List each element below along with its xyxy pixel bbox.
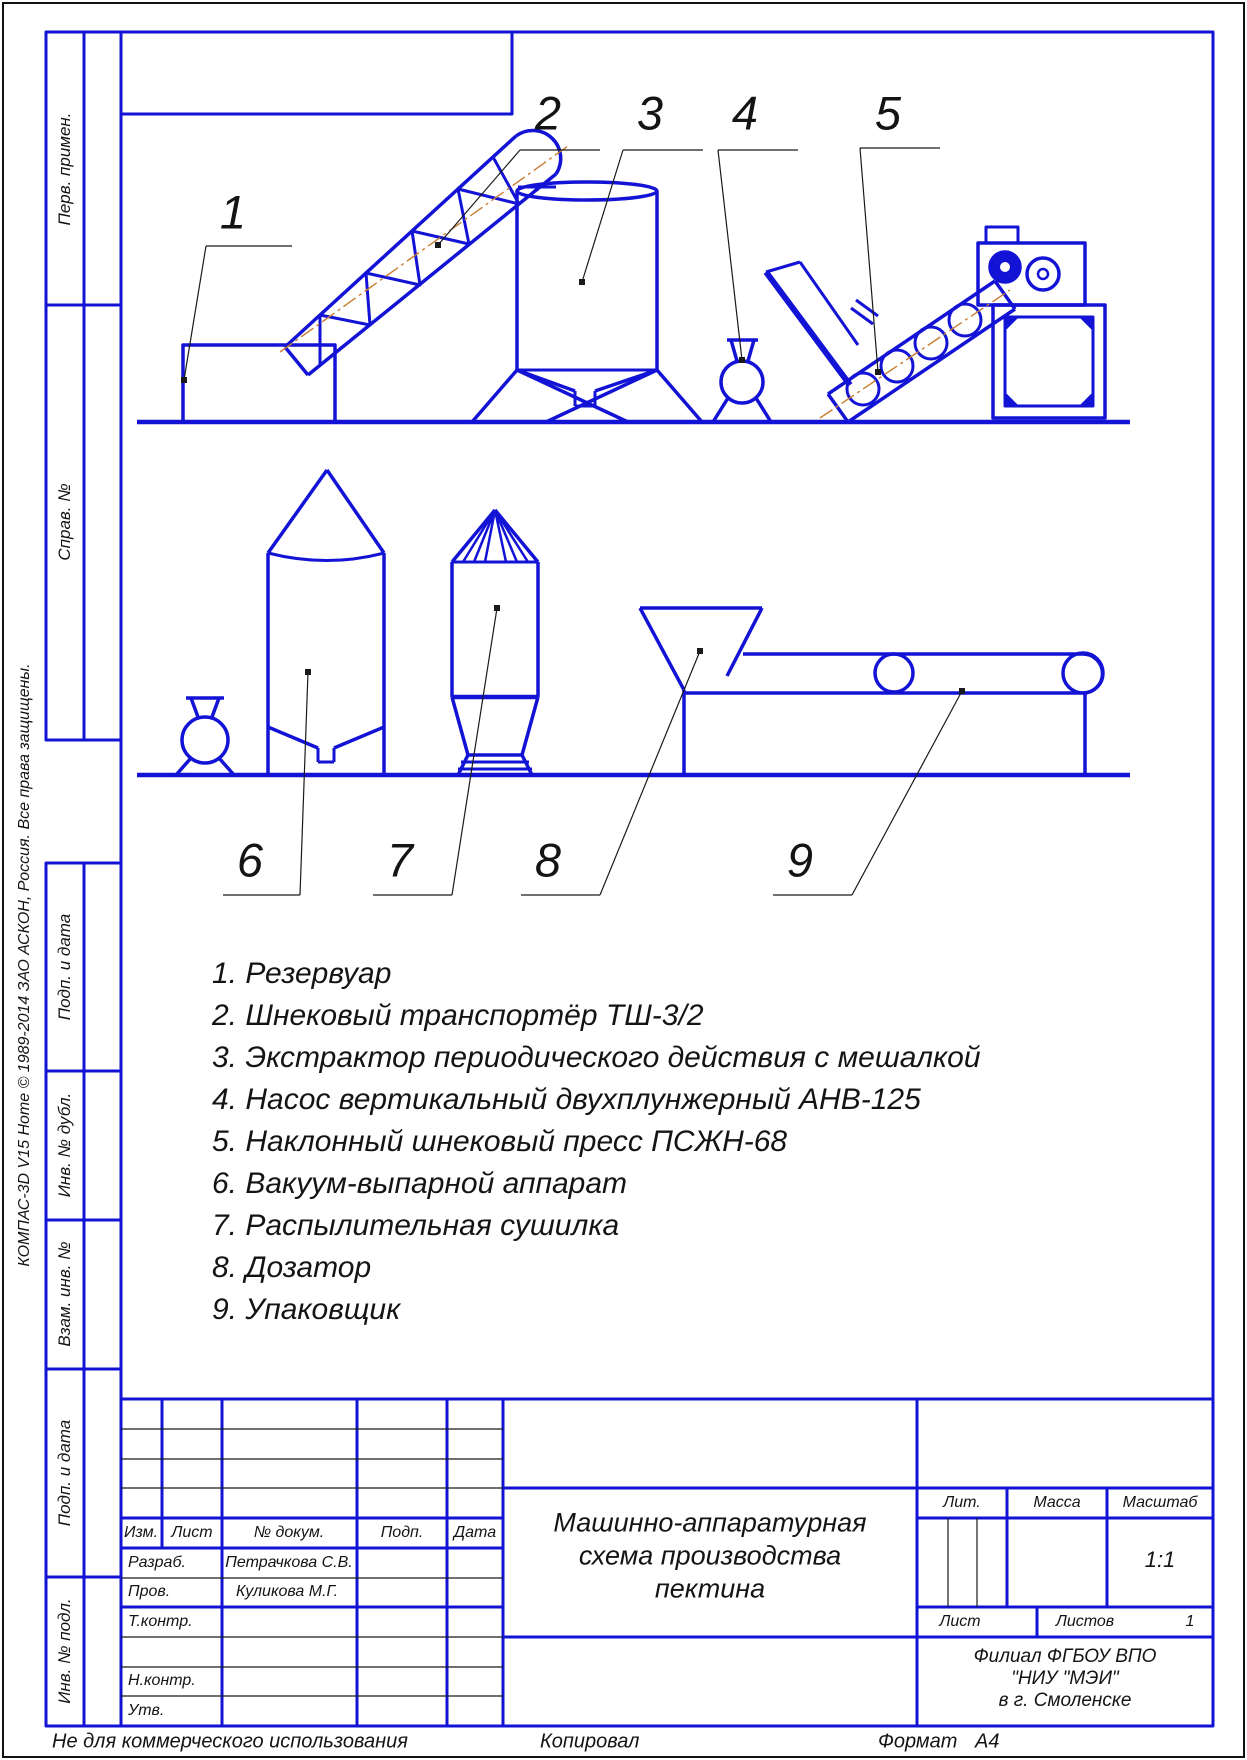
margin-label-podp-data-1: Подп. и дата xyxy=(55,913,74,1021)
callout-label-1: 1 xyxy=(219,185,247,239)
stamp-listov-value: 1 xyxy=(1185,1613,1195,1630)
stamp-lit: Лит. xyxy=(943,1494,981,1511)
stamp-listov-label: Листов xyxy=(1055,1613,1115,1630)
footer-kopiroval: Копировал xyxy=(540,1730,640,1753)
stamp-col-podp: Подп. xyxy=(380,1524,424,1541)
stamp-col-izm: Изм. xyxy=(123,1524,159,1541)
stamp-massa: Масса xyxy=(1033,1494,1081,1511)
document-title-line1: Машинно-аппаратурная xyxy=(553,1507,867,1538)
footer-format-label: Формат xyxy=(878,1730,958,1753)
stamp-org-line2: "НИУ "МЭИ" xyxy=(1011,1668,1119,1689)
callout-label-7: 7 xyxy=(386,833,414,887)
frame-lines xyxy=(46,32,1213,1726)
machines xyxy=(137,130,1130,775)
margin-label-vzam-inv: Взам. инв. № xyxy=(55,1241,74,1347)
stamp-col-dokum: № докум. xyxy=(253,1524,325,1541)
footer-format-value: А4 xyxy=(975,1730,1000,1753)
footer-not-for-commercial: Не для коммерческого использования xyxy=(52,1730,408,1753)
callout-label-8: 8 xyxy=(534,833,562,887)
stamp-row-utv: Утв. xyxy=(128,1702,165,1719)
stamp-org-line1: Филиал ФГБОУ ВПО xyxy=(973,1646,1157,1667)
equipment-list-item: 5. Наклонный шнековый пресс ПСЖН-68 xyxy=(212,1125,788,1158)
equipment-list-item: 4. Насос вертикальный двухплунжерный АНВ-125 xyxy=(212,1083,921,1116)
stamp-org-line3: в г. Смоленске xyxy=(998,1690,1132,1711)
equipment-list-item: 1. Резервуар xyxy=(212,957,392,990)
reservoir-figure xyxy=(183,345,335,422)
stamp-scale-value: 1:1 xyxy=(1144,1547,1176,1572)
margin-label-inv-podl: Инв. № подл. xyxy=(55,1598,74,1704)
vacuum-evaporator-figure xyxy=(268,470,384,775)
equipment-list-item: 2. Шнековый транспортёр ТШ-3/2 xyxy=(212,999,704,1032)
callout-label-2: 2 xyxy=(534,86,562,140)
callout-label-9: 9 xyxy=(786,833,814,887)
equipment-list-item: 3. Экстрактор периодического действия с мешалкой xyxy=(212,1041,981,1074)
extractor-figure xyxy=(472,182,702,422)
equipment-list-item: 6. Вакуум-выпарной аппарат xyxy=(212,1167,628,1200)
pump-figure xyxy=(713,340,771,422)
margin-label-sprav-no: Справ. № xyxy=(55,483,74,561)
leader-dots xyxy=(181,242,965,694)
stamp-col-list: Лист xyxy=(171,1524,213,1541)
kompas-copyright: КОМПАС-3D V15 Home © 1989-2014 ЗАО АСКОН, Россия. Все права защищены. xyxy=(16,663,33,1267)
stamp-row-razrab: Разраб. xyxy=(128,1554,186,1571)
stamp-col-data: Дата xyxy=(453,1524,497,1541)
document-title-line3: пектина xyxy=(654,1573,766,1604)
stamp-row-nkontr: Н.контр. xyxy=(128,1672,196,1689)
margin-label-perv-primen: Перв. примен. xyxy=(55,112,74,226)
margin-label-podp-data-2: Подп. и дата xyxy=(55,1419,74,1527)
packer-conveyor-figure xyxy=(684,653,1103,775)
callout-label-4: 4 xyxy=(731,86,759,140)
callout-label-3: 3 xyxy=(636,86,664,140)
document-title-line2: схема производства xyxy=(578,1540,842,1571)
callout-leaders xyxy=(184,148,962,895)
stamp-masshtab: Масштаб xyxy=(1122,1494,1198,1511)
callout-label-5: 5 xyxy=(874,86,902,140)
stamp-row-prov: Пров. xyxy=(128,1583,171,1600)
small-pump-figure xyxy=(176,698,234,775)
margin-label-inv-dubl: Инв. № дубл. xyxy=(55,1092,74,1198)
equipment-list-item: 8. Дозатор xyxy=(212,1251,372,1284)
equipment-list-item: 9. Упаковщик xyxy=(212,1293,401,1326)
equipment-list-item: 7. Распылительная сушилка xyxy=(212,1209,620,1242)
stamp-list-label: Лист xyxy=(939,1613,981,1630)
screw-conveyor-figure xyxy=(285,130,561,375)
stamp-row-tkontr: Т.контр. xyxy=(128,1613,193,1630)
stamp-name-razrab: Петрачкова С.В. xyxy=(225,1554,353,1571)
spray-dryer-figure xyxy=(452,510,538,775)
stamp-name-prov: Куликова М.Г. xyxy=(235,1583,339,1600)
equipment-list xyxy=(212,953,981,1331)
callout-label-6: 6 xyxy=(236,833,264,887)
